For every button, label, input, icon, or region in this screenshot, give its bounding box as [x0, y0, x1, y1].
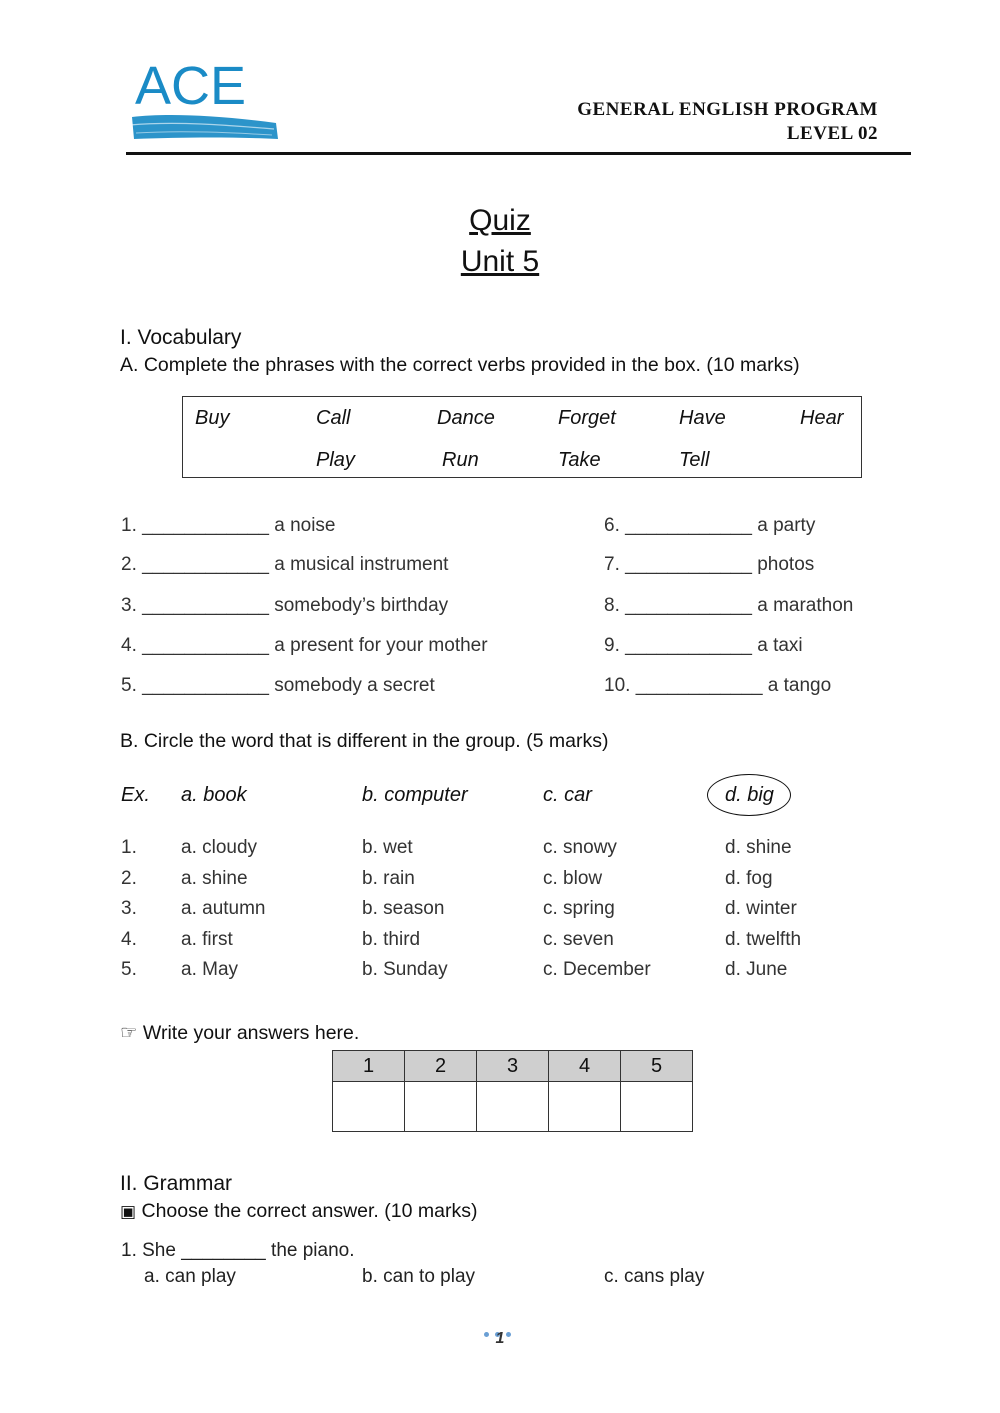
grammar-option[interactable]: c. cans play: [604, 1266, 705, 1287]
phrase-item: 7. ____________ photos: [604, 554, 815, 575]
section-vocabulary-heading: I. Vocabulary: [120, 326, 242, 349]
verb-word: Dance: [437, 407, 495, 429]
group-option[interactable]: a. May: [181, 959, 239, 980]
phrase-item: 8. ____________ a marathon: [604, 595, 854, 616]
program-level: LEVEL 02: [786, 123, 878, 144]
example-option: a. book: [181, 784, 247, 806]
answers-prompt: [120, 1021, 359, 1045]
phrase-item: 4. ____________ a present for your mother: [121, 635, 488, 656]
answer-header-cell: 4: [549, 1051, 621, 1082]
answer-blank[interactable]: ____________: [625, 554, 752, 575]
group-number: 3.: [121, 898, 137, 919]
answer-blank[interactable]: ____________: [625, 595, 752, 616]
answer-blank[interactable]: ____________: [635, 675, 763, 696]
grammar-question: 1. She ________ the piano.: [121, 1240, 355, 1261]
answer-blank[interactable]: ____________: [625, 635, 752, 656]
group-option[interactable]: a. cloudy: [181, 837, 258, 858]
group-option[interactable]: d. shine: [725, 837, 792, 858]
group-option[interactable]: b. Sunday: [362, 959, 448, 980]
example-label: Ex.: [121, 784, 150, 806]
answer-blank[interactable]: ____________: [142, 554, 269, 575]
answer-cell[interactable]: [333, 1082, 405, 1132]
verb-word: Play: [316, 449, 355, 471]
group-option[interactable]: d. winter: [725, 898, 797, 919]
verb-word: Have: [679, 407, 726, 429]
answer-header-cell: 3: [477, 1051, 549, 1082]
header-divider: [126, 152, 911, 155]
group-option[interactable]: a. shine: [181, 868, 248, 889]
answer-cell[interactable]: [477, 1082, 549, 1132]
grammar-instruction: [120, 1200, 477, 1223]
ace-logo: [126, 55, 286, 150]
example-option-answer: d. big: [725, 784, 774, 806]
verb-word: Run: [442, 449, 479, 471]
example-option: c. car: [543, 784, 592, 806]
pointing-hand-icon: ☞: [120, 1022, 138, 1044]
verb-word: Call: [316, 407, 351, 429]
verb-word: Buy: [195, 407, 230, 429]
answer-cell[interactable]: [405, 1082, 477, 1132]
answer-blank[interactable]: ____________: [142, 515, 269, 536]
group-option[interactable]: d. twelfth: [725, 929, 802, 950]
answer-header-cell: 5: [621, 1051, 693, 1082]
phrase-item: 2. ____________ a musical instrument: [121, 554, 449, 575]
phrase-item: 6. ____________ a party: [604, 515, 816, 536]
group-option[interactable]: d. fog: [725, 868, 773, 889]
group-number: 4.: [121, 929, 137, 950]
group-number: 1.: [121, 837, 137, 858]
page-subtitle: Unit 5: [460, 245, 540, 278]
part-a-instruction: A. Complete the phrases with the correct verbs provided in the box. (10 marks): [120, 354, 800, 376]
page-number: 1: [495, 1330, 505, 1347]
group-option[interactable]: c. December: [543, 959, 651, 980]
logo-text: ACE: [135, 56, 247, 116]
answer-header-cell: 2: [405, 1051, 477, 1082]
group-number: 2.: [121, 868, 137, 889]
phrase-item: 3. ____________ somebody’s birthday: [121, 595, 449, 616]
group-option[interactable]: a. first: [181, 929, 233, 950]
answer-cell[interactable]: [549, 1082, 621, 1132]
group-option[interactable]: c. seven: [543, 929, 614, 950]
answer-header-cell: 1: [333, 1051, 405, 1082]
example-option: b. computer: [362, 784, 468, 806]
group-option[interactable]: b. third: [362, 929, 421, 950]
answer-blank[interactable]: ________: [181, 1240, 266, 1261]
verb-word: Forget: [558, 407, 616, 429]
answers-prompt-text: Write your answers here.: [142, 1022, 360, 1044]
group-option[interactable]: c. blow: [543, 868, 603, 889]
phrase-item: 9. ____________ a taxi: [604, 635, 803, 656]
group-option[interactable]: d. June: [725, 959, 788, 980]
group-number: 5.: [121, 959, 137, 980]
group-option[interactable]: c. snowy: [543, 837, 617, 858]
checkbox-icon: ▣: [120, 1202, 137, 1221]
phrase-item: 10. ____________ a tango: [604, 675, 832, 696]
group-option[interactable]: c. spring: [543, 898, 615, 919]
answer-blank[interactable]: ____________: [142, 595, 269, 616]
group-option[interactable]: b. wet: [362, 837, 413, 858]
program-name: GENERAL ENGLISH PROGRAM: [577, 99, 878, 120]
verb-word: Take: [558, 449, 601, 471]
group-option[interactable]: b. season: [362, 898, 445, 919]
grammar-instruction-text: Choose the correct answer. (10 marks): [141, 1200, 478, 1222]
page-title: Quiz: [469, 204, 531, 237]
phrase-item: 1. ____________ a noise: [121, 515, 336, 536]
answer-blank[interactable]: ____________: [625, 515, 752, 536]
grammar-option[interactable]: a. can play: [144, 1266, 236, 1287]
verb-word: Hear: [800, 407, 844, 429]
answer-blank[interactable]: ____________: [142, 635, 269, 656]
phrase-item: 5. ____________ somebody a secret: [121, 675, 435, 696]
section-grammar-heading: II. Grammar: [120, 1172, 233, 1195]
verb-word: Tell: [679, 449, 710, 471]
verb-box: [182, 396, 862, 478]
group-option[interactable]: a. autumn: [181, 898, 266, 919]
answer-cell[interactable]: [621, 1082, 693, 1132]
program-header: [577, 98, 878, 146]
part-b-instruction: B. Circle the word that is different in the group. (5 marks): [120, 730, 609, 752]
answer-blank[interactable]: ____________: [142, 675, 269, 696]
answer-table: [332, 1050, 693, 1132]
group-option[interactable]: b. rain: [362, 868, 415, 889]
grammar-option[interactable]: b. can to play: [362, 1266, 476, 1287]
